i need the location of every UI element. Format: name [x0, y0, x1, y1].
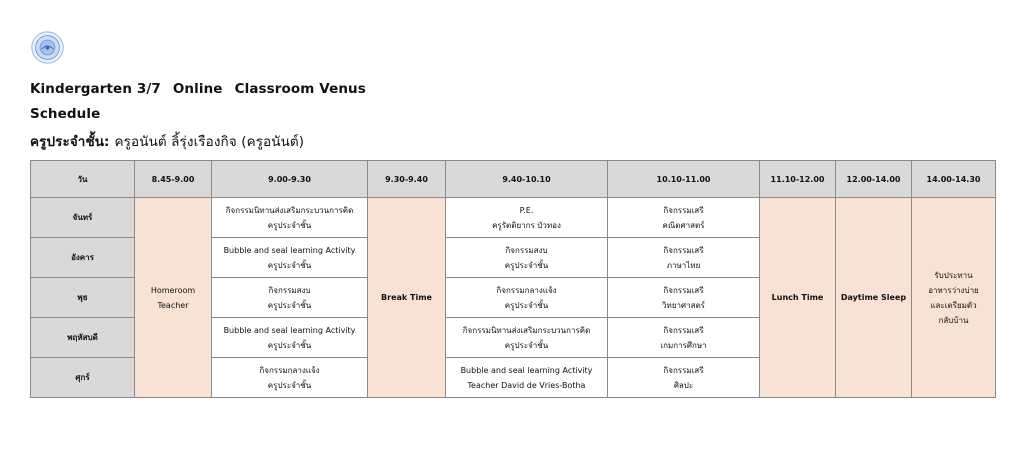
homeroom-cell: Homeroom Teacher — [135, 198, 212, 398]
activity-cell: กิจกรรมเสรี เกมการศึกษา — [608, 318, 760, 358]
activity-cell: กิจกรรมเสรี วิทยาศาสตร์ — [608, 278, 760, 318]
activity-cell: กิจกรรมเสรี ศิลปะ — [608, 358, 760, 398]
day-cell: ศุกร์ — [31, 358, 135, 398]
column-header-1110: 11.10-12.00 — [760, 161, 836, 198]
daytime-sleep-cell: Daytime Sleep — [836, 198, 912, 398]
class-title — [30, 81, 378, 97]
column-header-0900: 9.00-9.30 — [212, 161, 368, 198]
column-header-0940: 9.40-10.10 — [446, 161, 608, 198]
column-header-0930: 9.30-9.40 — [368, 161, 446, 198]
activity-cell: กิจกรรมนิทานส่งเสริมกระบวนการคิด ครูประจำชั้น — [212, 198, 368, 238]
day-cell: อังคาร — [31, 238, 135, 278]
homeroom-teacher-line — [30, 130, 304, 152]
column-header-day: วัน — [31, 161, 135, 198]
classroom-name: Classroom Venus — [234, 81, 366, 97]
lunch-time-cell: Lunch Time — [760, 198, 836, 398]
day-cell: จันทร์ — [31, 198, 135, 238]
schedule-label: Schedule — [30, 106, 101, 122]
activity-cell: กิจกรรมสงบ ครูประจำชั้น — [446, 238, 608, 278]
class-name: Kindergarten 3/7 — [30, 81, 161, 97]
activity-cell: กิจกรรมนิทานส่งเสริมกระบวนการคิด ครูประจำชั้น — [446, 318, 608, 358]
activity-cell: Bubble and seal learning Activity ครูประจำชั้น — [212, 238, 368, 278]
break-time-cell: Break Time — [368, 198, 446, 398]
activity-cell: Bubble and seal learning Activity ครูประจำชั้น — [212, 318, 368, 358]
schedule-table — [30, 160, 996, 398]
class-mode: Online — [172, 81, 223, 97]
activity-cell: กิจกรรมเสรี ภาษาไทย — [608, 238, 760, 278]
school-logo — [31, 31, 64, 64]
activity-cell: Bubble and seal learning Activity Teacher David de Vries-Botha — [446, 358, 608, 398]
day-cell: พุธ — [31, 278, 135, 318]
activity-cell: กิจกรรมเสรี คณิตศาสตร์ — [608, 198, 760, 238]
table-row — [31, 198, 996, 238]
activity-cell: กิจกรรมสงบ ครูประจำชั้น — [212, 278, 368, 318]
end-of-day-cell: รับประทาน อาหารว่างบ่าย และเตรียมตัว กลับบ้าน — [912, 198, 996, 398]
column-header-1200: 12.00-14.00 — [836, 161, 912, 198]
day-cell: พฤหัสบดี — [31, 318, 135, 358]
teacher-label: ครูประจำชั้น: — [30, 134, 110, 150]
column-header-1400: 14.00-14.30 — [912, 161, 996, 198]
column-header-1010: 10.10-11.00 — [608, 161, 760, 198]
column-header-0845: 8.45-9.00 — [135, 161, 212, 198]
header-row — [31, 161, 996, 198]
activity-cell: P.E. ครูรัตติยากร บัวทอง — [446, 198, 608, 238]
activity-cell: กิจกรรมกลางแจ้ง ครูประจำชั้น — [446, 278, 608, 318]
teacher-name: ครูอนันต์ ลิ้รุ่งเรืองกิจ (ครูอนันต์) — [114, 134, 305, 150]
activity-cell: กิจกรรมกลางแจ้ง ครูประจำชั้น — [212, 358, 368, 398]
